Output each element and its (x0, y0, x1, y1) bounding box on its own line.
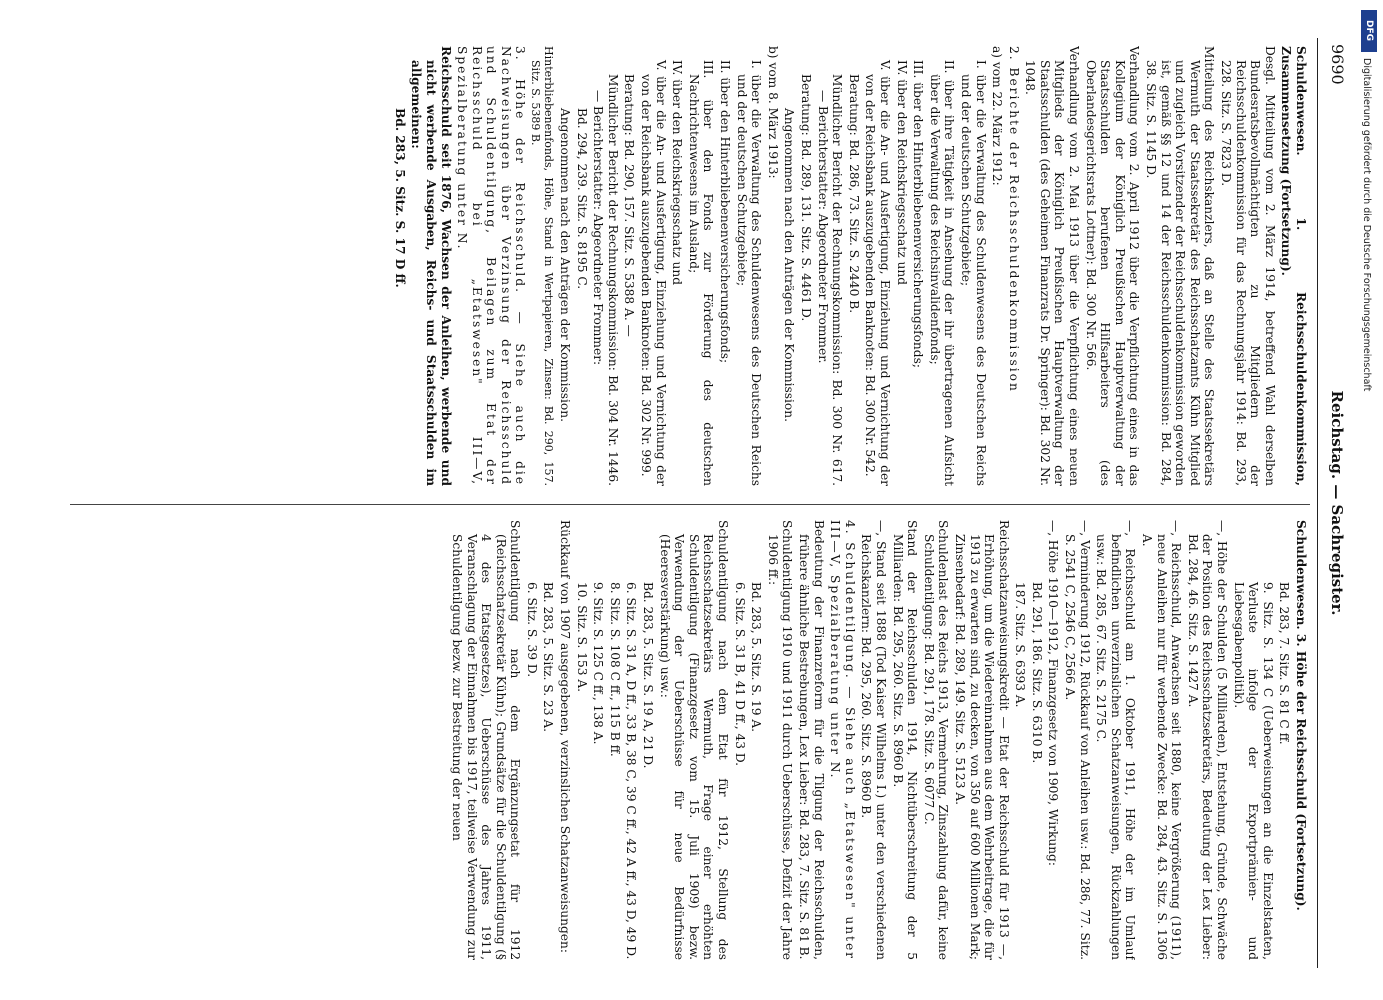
entry: Schuldenlast des Reichs 1913, Vermehrung, Zinszahlung dafür, keine Schuldentilgung: Bd. 291, 178. Sitz. S. 6077 C. (921, 520, 951, 960)
page-number: 9690 (1328, 44, 1347, 85)
entry: V. über die An- und Ausfertigung, Einziehung und Vernichtung der von der Reichsbank auszugebenden Banknoten: Bd. 300 Nr. 542. (863, 60, 892, 486)
section-heading: 4. Schuldentilgung. — Siehe auch „Etatswesen" unter III—V, Spezialberatung unter N. (828, 520, 857, 960)
entry: Bd. 283, 5. Sitz. S. 19 A, 21 D. (641, 582, 656, 769)
rotated-register-page (60, 38, 1350, 968)
entry: Reichsschuld seit 1876, Wachsen der Anleihen, werbende und nicht werbende Ausgaben, Reichs- und Staatsschulden im allgemeinen: (409, 46, 453, 486)
entry: Mitteilung des Reichskanzlers, daß an Stelle des Staatssekretärs Wermuth der Staatssekretär des Reichsschatzamts Kühn Mitglied und zugleich Vorsitzender der Reichsschuldenkommission geworden ist, gemäß §§ 12 und 14 der Reichsschuldenkommission: Bd. 284, 38. Sitz. S. 1145 D. (1144, 46, 1217, 486)
entry: Bd. 283, 5. Sitz. S. 19 A. (749, 582, 764, 733)
entry: Angenommen nach den Anträgen der Kommission. (558, 108, 573, 422)
entry: 6. Sitz. S. 31 A, D ff., 33 B, 38 C, 39 C ff., 42 A ff., 43 D, 49 D. (624, 582, 639, 960)
entry: Verhandlung vom 2. Mai 1913 über die Verpflichtung eines neuen Mitglieds der Königlich Preußischen Hauptverwaltung der Staatsschulden (des Geheimen Finanzrats Dr. Springer): Bd. 302 Nr. 1048. (1023, 46, 1082, 486)
entry: 187. Sitz. S. 6393 A. (1013, 582, 1028, 708)
entry: Reichsschatzanweisungskredit — Etat der Reichsschuld für 1913 —, Erhöhung, um die Wiedereinnahmen aus dem Wehrbeitrage, die für 1913 zu erwarten sind, zu decken, von 350 auf 600 Millionen Mark; Zinsenbedarf: Bd. 289, 149. Sitz. S. 5123 A. (952, 520, 1011, 960)
entry: I. über die Verwaltung des Schuldenwesens des Deutschen Reichs und der deutschen Schutzgebiete; (734, 60, 764, 486)
digitization-credit (1361, 10, 1379, 990)
entry: III. über den Hinterbliebenenversicherungsfonds; (911, 60, 926, 368)
entry: 9. Sitz. S. 134 C (Ueberweisungen an die Einzelstaaten, Verluste infolge der Exportprämien- und Liebesgabenpolitik). (1231, 582, 1275, 960)
entry: a) vom 22. März 1912: (990, 46, 1005, 186)
scanned-page (40, 28, 1370, 978)
entry: Rückkauf von 1907 ausgegebenen, verzinslichen Schatzanweisungen: (558, 520, 573, 953)
entry: Desgl. Mitteilung vom 2. März 1914, betreffend Wahl derselben Bundesratsbevollmächtigten zu Mitgliedern der Reichsschuldenkommission für das Rechnungsjahr 1914: Bd. 293, 228. Sitz. S. 7823 D. (1219, 46, 1277, 486)
entry: Beratung: Bd. 289, 131. Sitz. S. 4461 D. (799, 74, 813, 322)
entry: Bedeutung der Finanzreform für die Tilgung der Reichsschulden, frühere ähnliche Bestrebungen, Lex Lieber: Bd. 283, 7. Sitz. S. 81 B. (797, 520, 826, 960)
left-column (78, 46, 1308, 486)
entry: Bd. 294, 239. Sitz. S. 8195 C. (574, 108, 589, 290)
entry: —, Verminderung 1912, Rückkauf von Anleihen usw.: Bd. 286, 77. Sitz. S. 2541 C, 2546 C, 2566 A. (1063, 520, 1092, 960)
entry: —, Reichsschuld am 1. Oktober 1911, Höhe der im Umlauf befindlichen unverzinslichen Schatzanweisungen, Rückzahlungen usw.: Bd. 285, 67. Sitz. S. 2175 C. (1094, 520, 1138, 960)
entry: Beratung: Bd. 290, 157. Sitz. S. 5388 A. — (622, 74, 637, 337)
section-heading: 2. Berichte der Reichsschuldenkommission (1006, 46, 1021, 393)
entry: Stand der Reichsschulden 1914, Nichtüberschreitung der 5 Milliarden: Bd. 295, 260. Sitz. S. 8960 B. (890, 520, 920, 960)
entry-heading: Schuldenwesen. 3. Höhe der Reichsschuld (Fortsetzung). (1294, 520, 1308, 911)
entry: 10. Sitz. S. 153 A. (574, 582, 589, 693)
entry: Schuldentilgung nach dem Etat für 1912, Stellung des Reichsschatzsekretärs Wermuth, Frage einer erhöhten Schuldentilgung (Finanzgesetz vom 15. Juli 1909) bezw. Verwendung der Ueberschüsse für neue Bedürfnisse (Heeresverstärkung) usw.: (657, 520, 731, 960)
entry: Mündlicher Bericht der Rechnungskommission: Bd. 304 Nr. 1446. — Berichterstatter: Abgeordneter Frommer: (591, 74, 620, 486)
entry: Mündlicher Bericht der Rechnungskommission: Bd. 300 Nr. 617. — Berichterstatter: Abgeordneter Frommer. (815, 74, 845, 486)
entry: Beratung: Bd. 286, 73. Sitz. S. 2440 B. (846, 74, 861, 314)
entry-heading: Schuldenwesen. 1. Reichsschuldenkommission, Zusammensetzung (Fortsetzung). (1279, 46, 1308, 486)
entry: —, Stand seit 1888 (Tod Kaiser Wilhelms I.) unter den verschiedenen Reichskanzlern: Bd. 295, 260. Sitz. S. 8960 B. (859, 520, 888, 960)
entry: I. über die Verwaltung des Schuldenwesens des Deutschen Reichs und der deutschen Schutzgebiete; (958, 60, 988, 486)
page-header (1316, 38, 1350, 968)
entry: 6. Sitz. S. 39 D. (524, 582, 539, 678)
entry: Hinterbliebenenfonds, Höhe, Stand in Wertpapieren, Zinsen: Bd. 290, 157. Sitz. S. 5389 B. (529, 46, 556, 486)
entry: 9. Sitz. S. 125 C ff., 138 A. (591, 582, 606, 745)
entry: IV. über den Reichskriegsschatz und (670, 60, 685, 286)
header-rule (1317, 38, 1318, 968)
entry: 8. Sitz. S. 108 C ff., 115 B ff. (607, 582, 622, 757)
entry: Bd. 283, 7. Sitz. S. 81 C ff. (1277, 582, 1292, 745)
entry: Bd. 283, 5. Sitz. S. 17 D ff. (392, 108, 407, 288)
entry: Bd. 283, 5. Sitz. S. 23 A. (541, 582, 556, 733)
entry: II. über den Hinterbliebenenversicherungsfonds; (718, 60, 733, 364)
right-column (78, 520, 1308, 960)
entry: —, Reichsschuld, Anwachsen seit 1880, keine Vergrößerung (1911), neue Anleihen nur für werbende Zwecke: Bd. 284, 43. Sitz. S. 1306 A. (1140, 520, 1184, 960)
entry: Bd. 291, 186. Sitz. S. 6310 B. (1029, 582, 1044, 764)
entry: Verhandlung vom 2. April 1912 über die Verpflichtung eines in das Kollegium der Königlich Preußischen Hauptverwaltung der Staatsschulden berufenen Hilfsarbeiters (des Oberlandesgerichtsrats Lottner): Bd. 300 Nr. 566. (1083, 46, 1142, 486)
entry: Schuldentilgung 1910 und 1911 durch Ueberschüsse, Defizit der Jahre 1906 ff.: (765, 520, 795, 960)
funding-note: Digitalisierung gefördert durch die Deutsche Forschungsgemeinschaft (1361, 58, 1372, 392)
entry: b) vom 8. März 1913: (765, 46, 780, 179)
entry: IV. über den Reichskriegsschatz und (894, 60, 909, 286)
entry: Schuldentilgung nach dem Ergänzungsetat für 1912 (Reichsschatzsekretär Kühn); Grundsätze für die Schuldentilgung (§ 4 des Etatsgesetzes), Ueberschüsse des Jahres 1911, Veranschlagung der Einnahmen bis 1917, teilweise Verwendung zur Schuldentilgung bezw. zur Bestreitung der neuen (449, 520, 523, 960)
column-divider (70, 504, 1310, 505)
entry: —, Höhe 1910—1912, Finanzgesetz von 1909, Wirkung: (1046, 520, 1061, 866)
entry: Angenommen nach den Anträgen der Kommission. (782, 108, 797, 422)
dfg-logo: DFG (1361, 10, 1377, 52)
entry: III. über den Fonds zur Förderung des deutschen Nachrichtenwesens im Ausland; (686, 60, 716, 486)
entry: 6. Sitz. S. 31 B, 41 D ff., 43 D. (732, 582, 747, 767)
running-title: Reichstag. — Sachregister. (1328, 390, 1346, 616)
entry: V. über die An- und Ausfertigung, Einziehung und Vernichtung der von der Reichsbank auszugebenden Banknoten: Bd. 302 Nr. 999. (639, 60, 668, 486)
entry: II. über ihre Tätigkeit in Ansehung der ihr übertragenen Aufsicht über die Verwaltung des Reichsinvalidenfonds; (927, 60, 957, 486)
section-heading: 3. Höhe der Reichsschuld. — Siehe auch die Nachweisungen über Verzinsung der Reichsschuld und Schuldentilgung, Beilagen zum Etat der Reichsschuld bei „Etatswesen" III—V, Spezialberatung unter N. (455, 46, 528, 486)
entry: —, Höhe der Schulden (5 Milliarden), Entstehung, Gründe, Schwäche der Position des Reichsschatzsekretärs, Bedeutung der Lex Lieber: Bd. 284, 46. Sitz. S. 1427 A. (1185, 520, 1230, 960)
